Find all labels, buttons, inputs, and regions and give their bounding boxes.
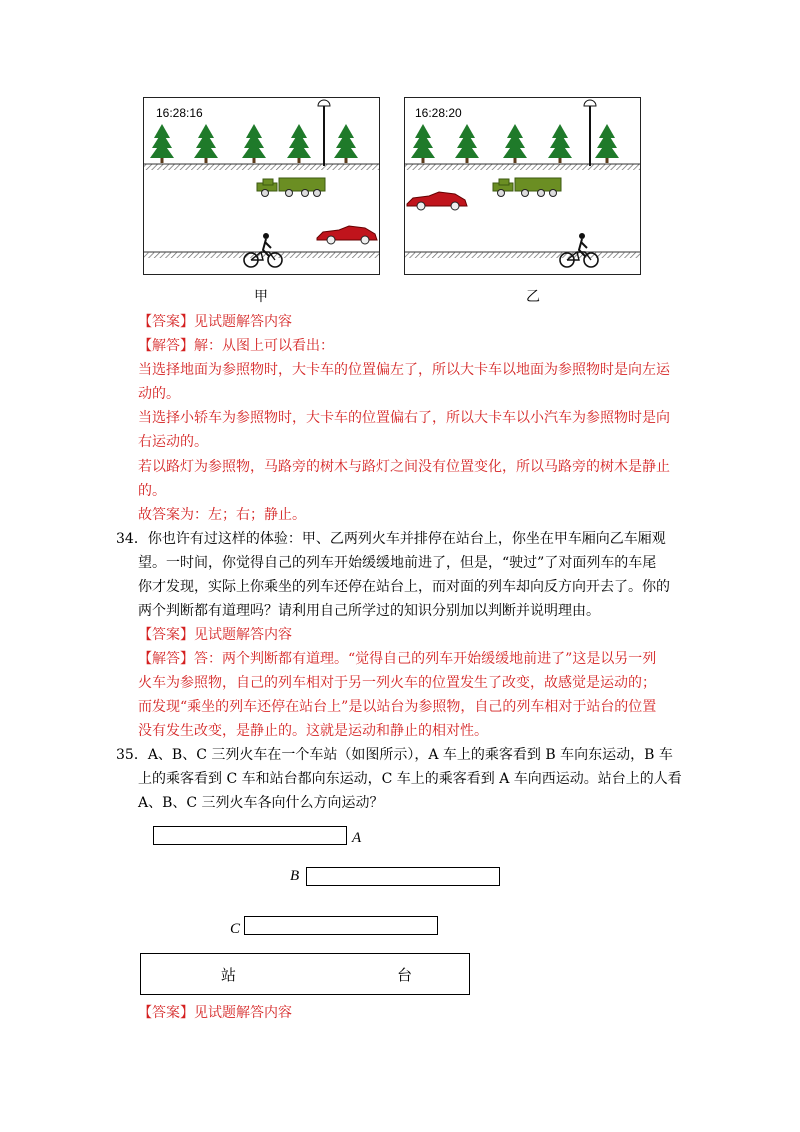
q34-analysis-line-4: 没有发生改变，是静止的。这就是运动和静止的相对性。 bbox=[138, 723, 488, 739]
platform-char-2: 台 bbox=[397, 966, 413, 984]
scene-left-drawing bbox=[144, 98, 379, 274]
q34-analysis-line-3: 而发现“乘坐的列车还停在站台上”是以站台为参照物，自己的列车相对于站台的位置 bbox=[138, 699, 657, 715]
timestamp-left: 16:28:16 bbox=[156, 106, 203, 120]
scene-right-panel bbox=[404, 97, 641, 275]
q34-line-4: 两个判断都有道理吗？请利用自己所学过的知识分别加以判断并说明理由。 bbox=[138, 603, 600, 619]
q35-line-3: A、B、C 三列火车各向什么方向运动？ bbox=[138, 795, 384, 811]
caption-left: 甲 bbox=[254, 289, 268, 305]
caption-right: 乙 bbox=[526, 289, 540, 305]
q33-analysis-line-4: 当选择小轿车为参照物时，大卡车的位置偏右了，所以大卡车以小汽车为参照物时是向 bbox=[138, 410, 670, 426]
train-a-label: A bbox=[352, 830, 362, 846]
q33-analysis-line-3: 动的。 bbox=[138, 386, 180, 402]
q33-analysis-line-7: 的。 bbox=[138, 483, 166, 499]
q33-answer-tag: 【答案】见试题解答内容 bbox=[138, 314, 292, 330]
train-b-label: B bbox=[290, 868, 300, 884]
q34-analysis-line-1: 【解答】答：两个判断都有道理。“觉得自己的列车开始缓缓地前进了”这是以另一列 bbox=[138, 651, 657, 667]
q34-line-2: 望。一时间，你觉得自己的列车开始缓缓地前进了，但是，“驶过”了对面列车的车尾 bbox=[138, 555, 657, 571]
q33-analysis-line-2: 当选择地面为参照物时，大卡车的位置偏左了，所以大卡车以地面为参照物时是向左运 bbox=[138, 362, 670, 378]
train-c bbox=[244, 916, 438, 935]
platform-char-1: 站 bbox=[221, 966, 237, 984]
q34-line-1: 34．你也许有过这样的体验：甲、乙两列火车并排停在站台上，你坐在甲车厢向乙车厢观 bbox=[116, 531, 666, 547]
q34-answer-tag: 【答案】见试题解答内容 bbox=[138, 627, 292, 643]
train-a bbox=[153, 826, 347, 845]
platform bbox=[140, 953, 470, 995]
q35-answer-tag: 【答案】见试题解答内容 bbox=[138, 1005, 292, 1021]
scene-right-drawing bbox=[405, 98, 640, 274]
q35-line-1: 35．A、B、C 三列火车在一个车站（如图所示），A 车上的乘客看到 B 车向东运动，B 车 bbox=[116, 747, 673, 763]
q33-analysis-line-5: 右运动的。 bbox=[138, 434, 208, 450]
q34-analysis-line-2: 火车为参照物，自己的列车相对于另一列火车的位置发生了改变，故感觉是运动的； bbox=[138, 675, 656, 691]
timestamp-right: 16:28:20 bbox=[415, 106, 462, 120]
scene-left-panel bbox=[143, 97, 380, 275]
q34-line-3: 你才发现，实际上你乘坐的列车还停在站台上，而对面的列车却向反方向开去了。你的 bbox=[138, 579, 670, 595]
train-b bbox=[306, 867, 500, 886]
q33-analysis-line-1: 【解答】解：从图上可以看出： bbox=[138, 338, 334, 354]
q33-analysis-line-6: 若以路灯为参照物，马路旁的树木与路灯之间没有位置变化，所以马路旁的树木是静止 bbox=[138, 459, 670, 475]
q35-line-2: 上的乘客看到 C 车和站台都向东运动，C 车上的乘客看到 A 车向西运动。站台上的人看 bbox=[138, 771, 682, 787]
q33-final-answer: 故答案为：左；右；静止。 bbox=[138, 507, 306, 523]
train-c-label: C bbox=[230, 921, 241, 937]
